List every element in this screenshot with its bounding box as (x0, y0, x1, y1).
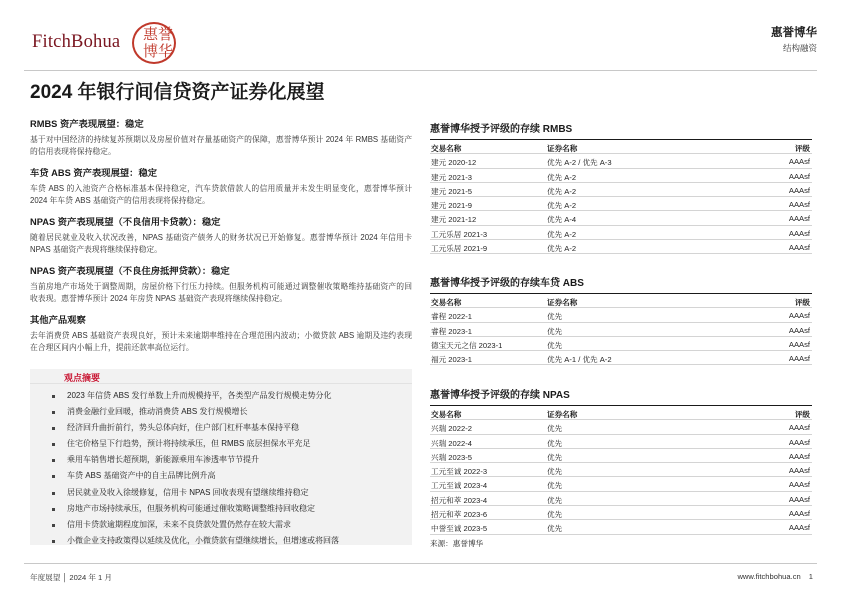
deal-name: 德宝天元之信 2023-1 (431, 340, 503, 350)
deal-name: 工元乐居 2021-9 (431, 244, 488, 254)
deal-name: 工元乐居 2021-3 (431, 229, 488, 239)
key-point-item: 2023 年信贷 ABS 发行单数上升而规模持平，各类型产品发行规模走势分化 (50, 388, 405, 404)
brand-subtitle: 结构融资 (782, 43, 817, 53)
rating: AAAsf (788, 171, 810, 181)
security-name: 优先 A-2 (547, 244, 577, 254)
table-header-row (430, 406, 812, 420)
deal-name: 睿程 2022-1 (431, 312, 472, 322)
deal-name: 建元 2021-9 (431, 201, 472, 211)
col-header-deal: 交易名称 (431, 298, 462, 307)
table-header-row (430, 140, 812, 154)
section-body: 随着居民就业及收入状况改善，NPAS 基础资产债务人的财务状况已开始修复。惠誉博华预计 2024 年信用卡 NPAS 基础资产表现将继续保持稳定。 (30, 233, 412, 254)
table-row (430, 308, 812, 322)
security-name: 优先 A-4 (547, 215, 577, 225)
seal-char-bottom: 博华 (143, 42, 174, 60)
logo-wordmark: FitchBohua (32, 32, 121, 52)
security-name: 优先 (547, 481, 563, 491)
security-name: 优先 (547, 510, 563, 520)
table-row (430, 226, 812, 240)
security-name: 优先 (547, 467, 563, 477)
table-row (430, 211, 812, 225)
section-npas-mortgage (30, 263, 412, 304)
security-name: 优先 A-2 (547, 201, 577, 211)
col-header-rating: 评级 (794, 144, 810, 153)
section-body: 去年消费贷 ABS 基础资产表现良好，预计未来逾期率维持在合理范围内波动；小微贷款 ABS 逾期及违约表现在合理区间内小幅上升，提前还款率高位运行。 (30, 331, 412, 352)
rating: AAAsf (788, 214, 810, 224)
deal-name: 中誉至诚 2023-5 (431, 524, 488, 534)
footer-right (737, 572, 813, 581)
rating: AAAsf (788, 523, 810, 533)
key-points-header (30, 369, 412, 384)
deal-name: 工元至诚 2022-3 (431, 467, 488, 477)
deal-name: 睿程 2023-1 (431, 326, 472, 336)
deal-name: 建元 2020-12 (431, 158, 477, 168)
rating: AAAsf (788, 228, 810, 238)
col-header-deal: 交易名称 (431, 144, 462, 153)
rating: AAAsf (788, 311, 810, 321)
table-row (430, 183, 812, 197)
table-row (430, 169, 812, 183)
auto-abs-ratings-table (430, 274, 812, 365)
deal-name: 兴瑞 2022-4 (431, 438, 472, 448)
rating: AAAsf (788, 354, 810, 364)
security-name: 优先 (547, 438, 563, 448)
footer-divider (24, 563, 817, 564)
key-point-item: 乘用车销售增长超预期，新能源乘用车渗透率节节提升 (50, 452, 405, 468)
deal-name: 兴瑞 2022-2 (431, 424, 472, 434)
section-heading: 其他产品观察 (30, 315, 86, 325)
table-row (430, 337, 812, 351)
rating: AAAsf (788, 325, 810, 335)
table-row (430, 463, 812, 477)
section-body: 基于对中国经济的持续复苏预期以及房屋价值对存量基础资产的保障，惠誉博华预计 2024 年 RMBS 基础资产的信用表现将保持稳定。 (30, 135, 412, 156)
key-point-item: 小微企业支持政策得以延续及优化，小微贷款有望继续增长，但增速或将回落 (50, 533, 405, 549)
rating: AAAsf (788, 339, 810, 349)
key-points-box (30, 369, 412, 545)
deal-name: 福元 2023-1 (431, 355, 472, 365)
table-row (430, 197, 812, 211)
deal-name: 建元 2021-5 (431, 186, 472, 196)
security-name: 优先 (547, 495, 563, 505)
page-title: 2024 年银行间信贷资产证券化展望 (30, 82, 325, 103)
deal-name: 建元 2021-12 (431, 215, 477, 225)
brand-name: 惠誉博华 (771, 27, 817, 39)
brand-block (771, 24, 817, 54)
footer-report-info: 年度展望 │ 2024 年 1 月 (30, 573, 112, 582)
section-rmbs (30, 116, 412, 157)
col-header-security: 证券名称 (547, 144, 578, 153)
key-point-item: 居民就业及收入徐缓修复，信用卡 NPAS 回收表现有望继续维持稳定 (50, 485, 405, 501)
section-auto-abs (30, 165, 412, 206)
rating: AAAsf (788, 200, 810, 210)
seal-icon (132, 22, 176, 64)
section-heading: 车贷 ABS 资产表现展望：稳定 (30, 168, 158, 178)
section-body: 当前房地产市场处于调整周期，房屋价格下行压力持续。但服务机构可能通过调整催收策略维持基础资产的回收表现。惠誉博华预计 2024 年房贷 NPAS 基础资产表现将继续保持稳定。 (30, 282, 412, 303)
rating: AAAsf (788, 157, 810, 167)
security-name: 优先 (547, 524, 563, 534)
table-row (430, 420, 812, 434)
outlook-sections (30, 116, 412, 361)
key-point-item: 住宅价格呈下行趋势，预计将持续承压，但 RMBS 底层担保水平充足 (50, 436, 405, 452)
section-other-products (30, 312, 412, 353)
table-header-row (430, 294, 812, 308)
deal-name: 招元和萃 2023-6 (431, 510, 488, 520)
table-row (430, 435, 812, 449)
table-row (430, 449, 812, 463)
security-name: 优先 (547, 312, 563, 322)
table-title: 惠誉博华授予评级的存续 RMBS (430, 120, 812, 140)
fitchbohua-logo (32, 22, 212, 64)
security-name: 优先 (547, 340, 563, 350)
deal-name: 工元至诚 2023-4 (431, 481, 488, 491)
key-point-item: 经济回升曲折前行，势头总体向好，住户部门杠杆率基本保持平稳 (50, 420, 405, 436)
rmbs-ratings-table (430, 120, 812, 254)
table-row (430, 520, 812, 534)
rating: AAAsf (788, 185, 810, 195)
table-title: 惠誉博华授予评级的存续车贷 ABS (430, 274, 812, 294)
table-row (430, 492, 812, 506)
col-header-deal: 交易名称 (431, 410, 462, 419)
section-npas-credit-card (30, 214, 412, 255)
key-point-item: 房地产市场持续承压，但服务机构可能通过催收策略调整维持回收稳定 (50, 501, 405, 517)
col-header-security: 证券名称 (547, 410, 578, 419)
section-heading: NPAS 资产表现展望（不良住房抵押贷款）：稳定 (30, 266, 230, 276)
key-points-list (50, 388, 405, 549)
key-point-item: 车贷 ABS 基础资产中的自主品牌比例升高 (50, 468, 405, 484)
col-header-rating: 评级 (794, 298, 810, 307)
website-link[interactable]: www.fitchbohua.cn (737, 572, 801, 581)
rating: AAAsf (788, 243, 810, 253)
page-number: 1 (808, 572, 813, 581)
rating: AAAsf (788, 466, 810, 476)
table-row (430, 323, 812, 337)
table-source-note: 来源：惠誉博华 (430, 538, 484, 548)
rating: AAAsf (788, 437, 810, 447)
table-row (430, 154, 812, 168)
table-row (430, 477, 812, 491)
security-name: 优先 A-2 (547, 229, 577, 239)
security-name: 优先 (547, 424, 563, 434)
section-heading: NPAS 资产表现展望（不良信用卡贷款）：稳定 (30, 217, 221, 227)
rating: AAAsf (788, 451, 810, 461)
deal-name: 建元 2021-3 (431, 172, 472, 182)
deal-name: 招元和萃 2023-4 (431, 495, 488, 505)
section-heading: RMBS 资产表现展望：稳定 (30, 119, 144, 129)
col-header-security: 证券名称 (547, 298, 578, 307)
security-name: 优先 (547, 452, 563, 462)
col-header-rating: 评级 (794, 410, 810, 419)
security-name: 优先 A-2 / 优先 A-3 (547, 158, 612, 168)
deal-name: 兴瑞 2023-5 (431, 452, 472, 462)
table-row (430, 351, 812, 365)
key-point-item: 信用卡贷款逾期程度加深，未来不良贷款处置仍然存在较大需求 (50, 517, 405, 533)
rating: AAAsf (788, 423, 810, 433)
security-name: 优先 (547, 326, 563, 336)
section-body: 车贷 ABS 的入池资产合格标准基本保持稳定，汽车贷款借款人的信用质量并未发生明显变化，惠誉博华预计 2024 年车贷 ABS 基础资产的信用表现将保持稳定。 (30, 184, 412, 205)
rating: AAAsf (788, 494, 810, 504)
security-name: 优先 A-2 (547, 172, 577, 182)
header-divider (24, 70, 817, 71)
seal-char-top: 惠誉 (143, 25, 174, 43)
rating: AAAsf (788, 480, 810, 490)
table-title: 惠誉博华授予评级的存续 NPAS (430, 386, 812, 406)
key-points-title: 观点摘要 (64, 373, 101, 383)
security-name: 优先 A-2 (547, 186, 577, 196)
security-name: 优先 A-1 / 优先 A-2 (547, 355, 612, 365)
table-row (430, 240, 812, 254)
table-row (430, 506, 812, 520)
rating: AAAsf (788, 509, 810, 519)
key-point-item: 消费金融行业回暖，推动消费贷 ABS 发行规模增长 (50, 404, 405, 420)
npas-ratings-table (430, 386, 812, 549)
